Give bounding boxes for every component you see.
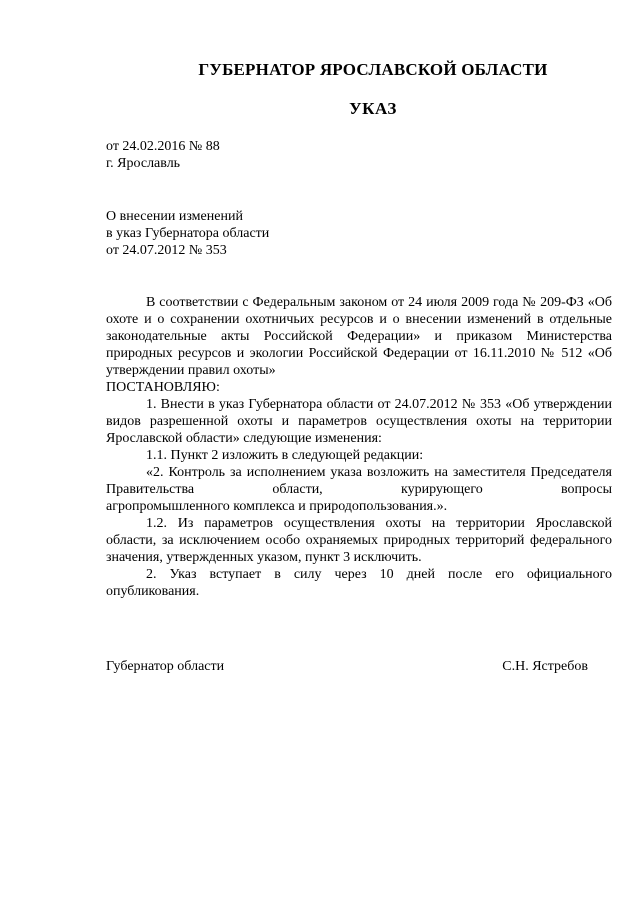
signatory-position: Губернатор области	[106, 659, 225, 674]
issuing-authority-heading: ГУБЕРНАТОР ЯРОСЛАВСКОЙ ОБЛАСТИ	[198, 60, 548, 79]
item-2-paragraph: 2. Указ вступает в силу через 10 дней после его официального опубликования.	[106, 567, 612, 599]
item-1-1-quote-paragraph: «2. Контроль за исполнением указа возложить на заместителя Председателя Правительства области, курирующего вопросы	[106, 465, 612, 497]
subject-line-2: в указ Губернатора области	[106, 226, 270, 241]
decree-word: ПОСТАНОВЛЯЮ:	[106, 380, 220, 395]
item-1-2-paragraph: 1.2. Из параметров осуществления охоты на территории Ярославской области, за исключением особо охраняемых природных территорий федерального значения, утвержденных указом, пункт 3 исключить.	[106, 516, 612, 565]
document-meta	[106, 138, 220, 172]
subject-line-1: О внесении изменений	[106, 209, 243, 224]
subject-line-3: от 24.07.2012 № 353	[106, 243, 227, 258]
item-1-1-paragraph: 1.1. Пункт 2 изложить в следующей редакции:	[146, 448, 424, 463]
document-body	[106, 294, 612, 600]
signatory-name: С.Н. Ястребов	[502, 659, 588, 674]
preamble-paragraph: В соответствии с Федеральным законом от 24 июля 2009 года № 209-ФЗ «Об охоте и о сохранении охотничьих ресурсов и о внесении изменений в отдельные законодательные акты Российской Федерации» и приказом Министерства природных ресурсов и экологии Российской Федерации от 16.11.2010 № 512 «Об утверждении правил охоты»	[106, 295, 612, 378]
item-1-1-quote-continuation: агропромышленного комплекса и природопользования.».	[106, 499, 448, 514]
signature-block	[106, 658, 588, 675]
date-and-number: от 24.02.2016 № 88	[106, 139, 220, 154]
city-of-issue: г. Ярославль	[106, 156, 181, 171]
document-subject	[106, 208, 269, 259]
document-type-heading: УКАЗ	[349, 99, 397, 118]
item-1-paragraph: 1. Внести в указ Губернатора области от 24.07.2012 № 353 «Об утверждении видов разрешенной охоты и параметров осуществления охоты на территории Ярославской области» следующие изменения:	[106, 397, 612, 446]
